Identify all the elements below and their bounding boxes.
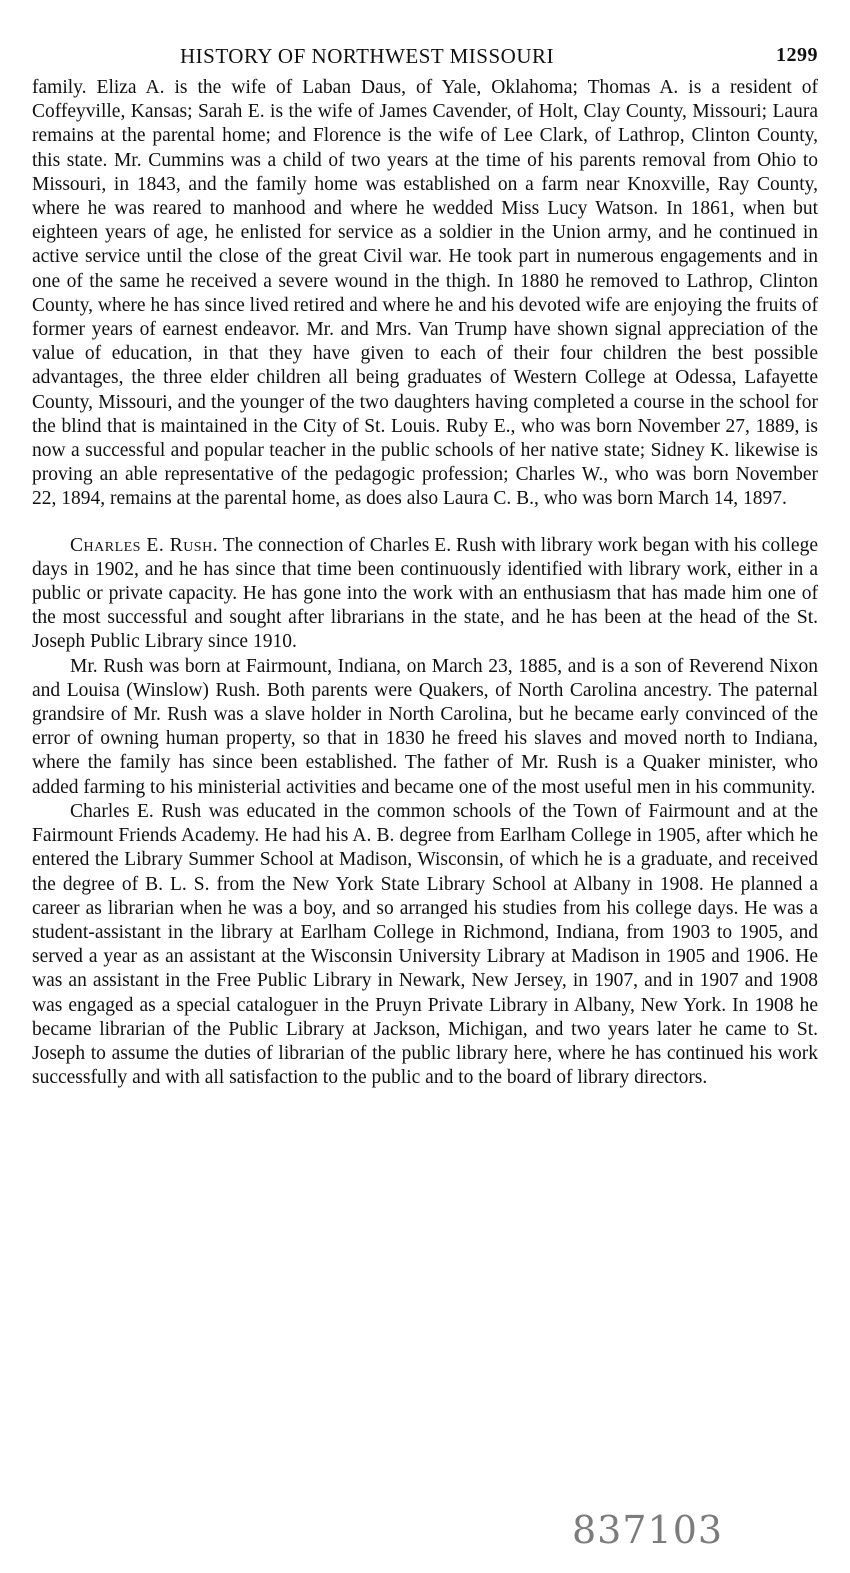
paragraph-rush-birth: Mr. Rush was born at Fairmount, Indiana, on March 23, 1885, and is a son of Reverend Nixon and Louisa (Winslow) Rush. Both parents were Quakers, of North Carolina ancestry. The paternal grandsire of Mr. Rush was a slave holder in North Carolina, but he became early convinced of the error of owning human property, so that in 1830 he freed his slaves and moved north to Indiana, where the family has since been established. The father of Mr. Rush is a Quaker minister, who added farming to his ministerial activities and became one of the most useful men in his community. xyxy=(32,655,818,798)
library-stamp-number: 837103 xyxy=(572,1508,724,1552)
paragraph-rush-intro xyxy=(32,534,818,655)
book-page xyxy=(32,44,818,1090)
biography-subject-name: Charles E. Rush. xyxy=(70,534,219,556)
page-number: 1299 xyxy=(776,44,818,66)
running-head xyxy=(32,44,818,76)
body-text xyxy=(32,76,818,1090)
paragraph-rush-education: Charles E. Rush was educated in the common schools of the Town of Fairmount and at the Fairmount Friends Academy. He had his A. B. degree from Earlham College in 1905, after which he entered the Library Summer School at Madison, Wisconsin, of which he is a graduate, and received the degree of B. L. S. from the New York State Library School at Albany in 1908. He planned a career as librarian when he was a boy, and so arranged his studies from his college days. He was a student-assistant in the library at Earlham College in Richmond, Indiana, from 1903 to 1905, and served a year as an assistant at the Wisconsin University Library at Madison in 1905 and 1906. He was an assistant in the Free Public Library in Newark, New Jersey, in 1907, and in 1907 and 1908 was engaged as a special cataloguer in the Pruyn Private Library in Albany, New York. In 1908 he became librarian of the Public Library at Jackson, Michigan, and two years later he came to St. Joseph to assume the duties of librarian of the public library here, where he has continued his work successfully and with all satisfaction to the public and to the board of library directors. xyxy=(32,800,818,1089)
paragraph-van-trump-family: family. Eliza A. is the wife of Laban Daus, of Yale, Oklahoma; Thomas A. is a resident of Coffeyville, Kansas; Sarah E. is the wife of James Cavender, of Holt, Clay County, Missouri; Laura remains at the parental home; and Florence is the wife of Lee Clark, of Lathrop, Clinton County, this state. Mr. Cummins was a child of two years at the time of his parents removal from Ohio to Missouri, in 1843, and the family home was established on a farm near Knoxville, Ray County, where he was reared to manhood and where he wedded Miss Lucy Watson. In 1861, when but eighteen years of age, he enlisted for service as a soldier in the Union army, and he continued in active service until the close of the great Civil war. He took part in numerous engagements and in one of the same he received a severe wound in the thigh. In 1880 he removed to Lathrop, Clinton County, where he has since lived retired and where he and his devoted wife are enjoying the fruits of former years of earnest endeavor. Mr. and Mrs. Van Trump have shown signal appreciation of the value of education, in that they have given to each of their four children the best possible advantages, the three elder children all being graduates of Western College at Odessa, Lafayette County, Missouri, and the younger of the two daughters having completed a course in the school for the blind that is maintained in the City of St. Louis. Ruby E., who was born November 27, 1889, is now a successful and popular teacher in the public schools of her native state; Sidney K. likewise is proving an able representative of the pedagogic profession; Charles W., who was born November 22, 1894, remains at the parental home, as does also Laura C. B., who was born March 14, 1897. xyxy=(32,77,818,510)
paragraph-rush-intro-text: The connection of Charles E. Rush with library work began with his college days in 1902, and he has since that time been continuously identified with library work, either in a public or private capacity. He has gone into the work with an enthusiasm that has made him one of the most successful and sought after librarians in the state, and he has been at the head of the St. Joseph Public Library since 1910. xyxy=(32,534,818,653)
running-title: HISTORY OF NORTHWEST MISSOURI xyxy=(180,44,554,68)
